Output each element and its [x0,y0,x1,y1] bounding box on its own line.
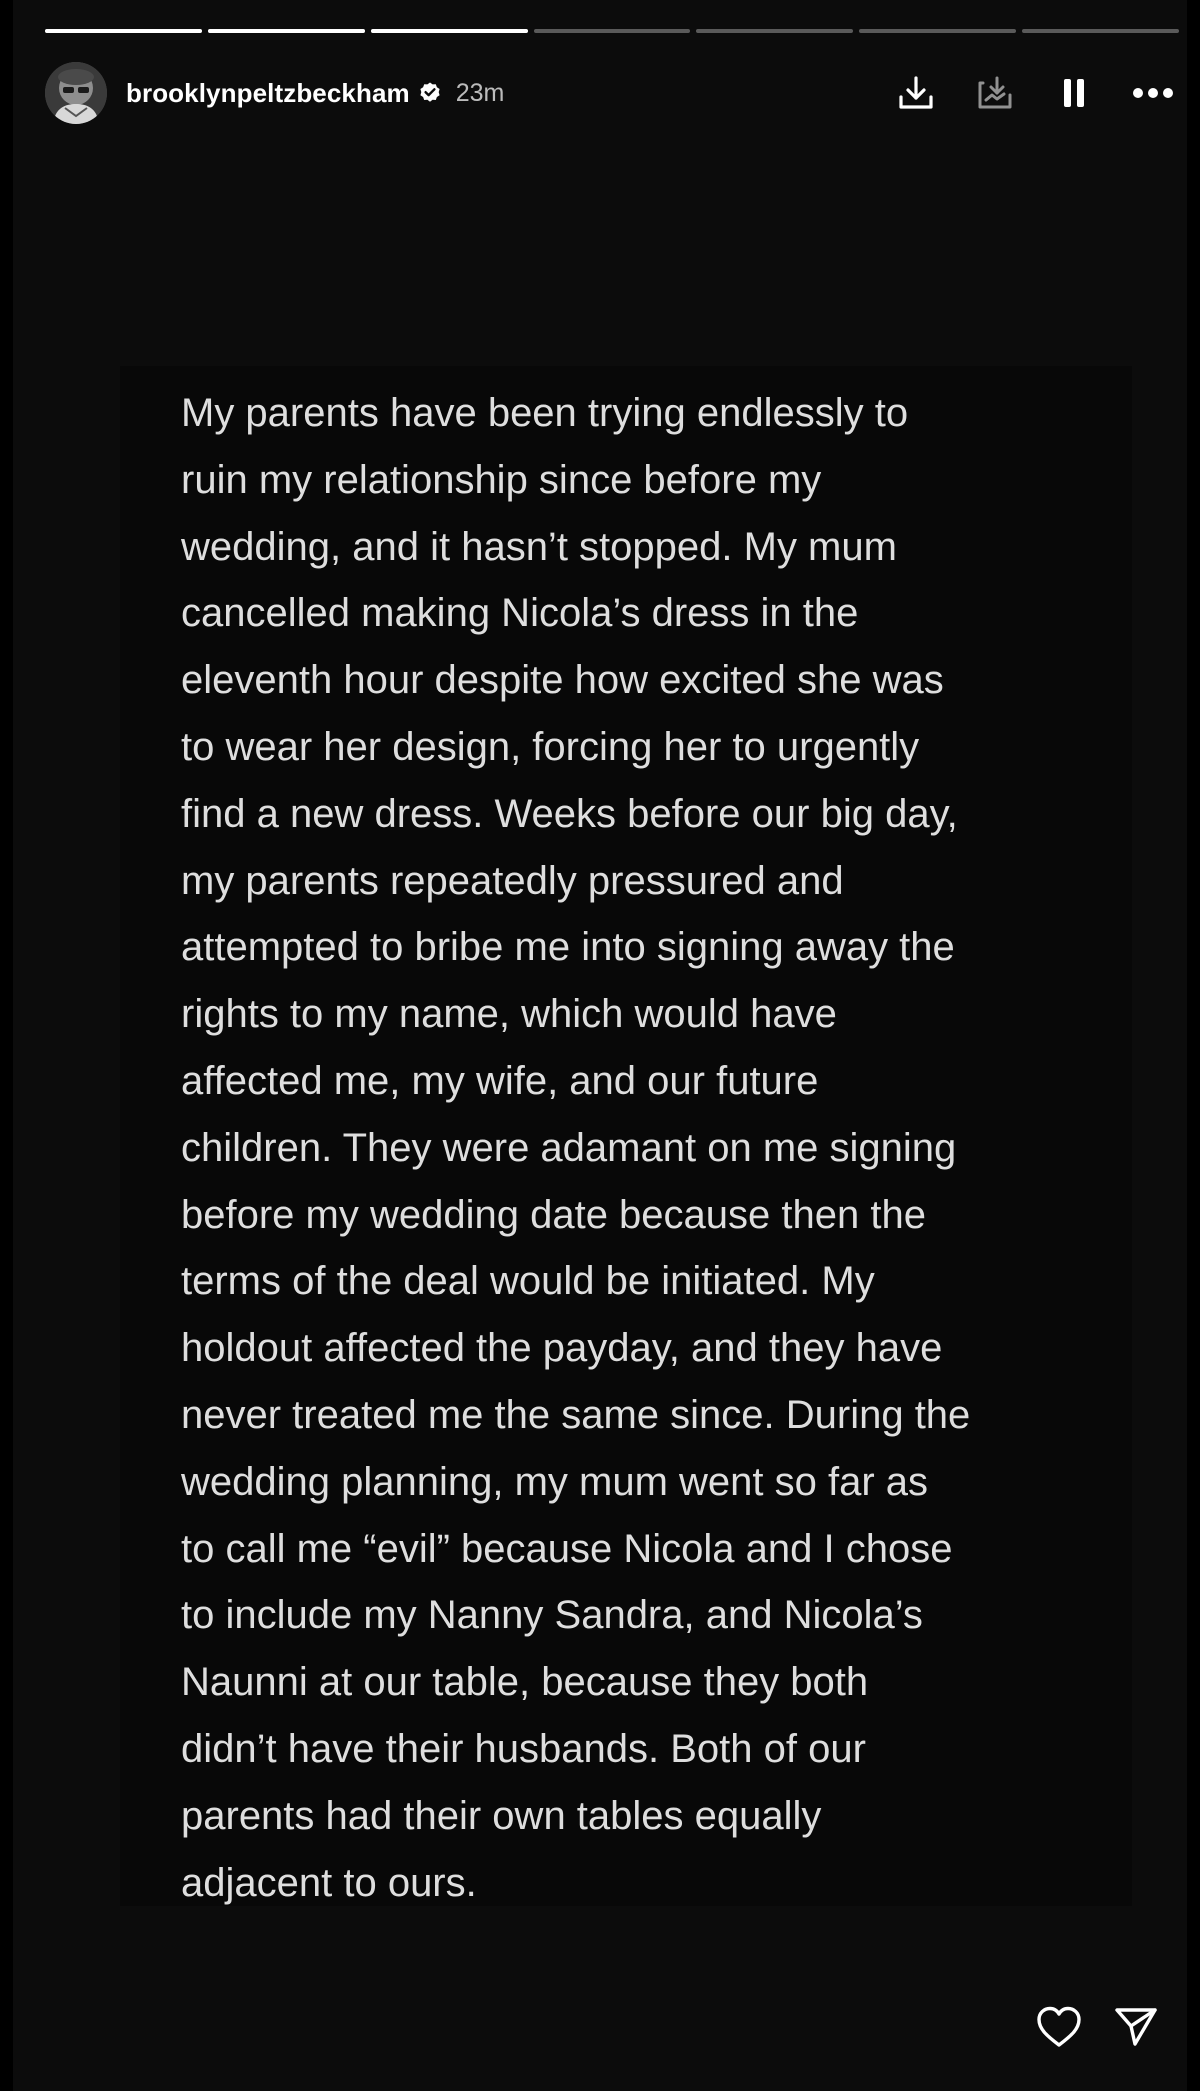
story-text-line: Naunni at our table, because they both [181,1660,869,1705]
story-text-line: cancelled making Nicola’s dress in the [181,591,859,636]
save-to-device-button[interactable] [969,67,1021,119]
progress-segment [859,29,1016,33]
story-progress-bar [45,29,1179,33]
story-text-line: eleventh hour despite how excited she was [181,658,944,703]
story-text-line: wedding planning, my mum went so far as [181,1459,929,1504]
progress-segment-fill [45,29,202,33]
story-text-line: attempted to bribe me into signing away the [181,925,955,970]
avatar-icon[interactable] [45,62,107,124]
like-button[interactable] [1031,1999,1087,2055]
story-text [181,380,1081,1916]
story-text-line: to call me “evil” because Nicola and I chose [181,1526,953,1571]
story-viewer[interactable] [13,0,1187,2091]
story-text-line: ruin my relationship since before my [181,457,822,502]
progress-segment [534,29,691,33]
story-text-line: affected me, my wife, and our future [181,1058,819,1103]
username[interactable]: brooklynpeltzbeckham [126,77,410,108]
more-icon [1132,86,1174,100]
story-text-line: parents had their own tables equally [181,1793,822,1838]
story-text-line: didn’t have their husbands. Both of our [181,1726,866,1771]
story-text-line: find a new dress. Weeks before our big day, [181,791,958,836]
header-actions [863,60,1179,126]
footer-actions [1010,1999,1164,2055]
story-text-line: My parents have been trying endlessly to [181,391,909,435]
story-header [45,60,1179,126]
story-text-line: holdout affected the payday, and they have [181,1326,943,1371]
progress-segment [696,29,853,33]
share-button[interactable] [1108,1999,1164,2055]
story-text-line: my parents repeatedly pressured and [181,858,844,903]
post-time: 23m [455,78,505,107]
progress-segment [1022,29,1179,33]
download-button[interactable] [890,67,942,119]
download-icon [896,73,936,113]
story-text-line: wedding, and it hasn’t stopped. My mum [181,524,897,569]
story-text-line: terms of the deal would be initiated. My [181,1259,875,1304]
story-text-line: children. They were adamant on me signing [181,1125,957,1170]
story-text-line: to include my Nanny Sandra, and Nicola’s [181,1593,923,1638]
save-icon [975,73,1015,113]
story-text-line: before my wedding date because then the [181,1192,926,1237]
story-text-line: rights to my name, which would have [181,992,837,1037]
progress-segment [208,29,365,33]
heart-icon [1035,2005,1083,2049]
pause-icon [1056,75,1092,111]
progress-segment [371,29,528,33]
pause-button[interactable] [1048,67,1100,119]
story-text-line: to wear her design, forcing her to urgently [181,724,920,769]
send-icon [1113,2004,1159,2050]
story-text-line: adjacent to ours. [181,1860,477,1905]
progress-segment-fill [208,29,365,33]
progress-segment [45,29,202,33]
verified-badge-icon [418,81,442,105]
progress-segment-fill [371,29,528,33]
more-options-button[interactable] [1127,67,1179,119]
story-text-line: never treated me the same since. During the [181,1392,971,1437]
